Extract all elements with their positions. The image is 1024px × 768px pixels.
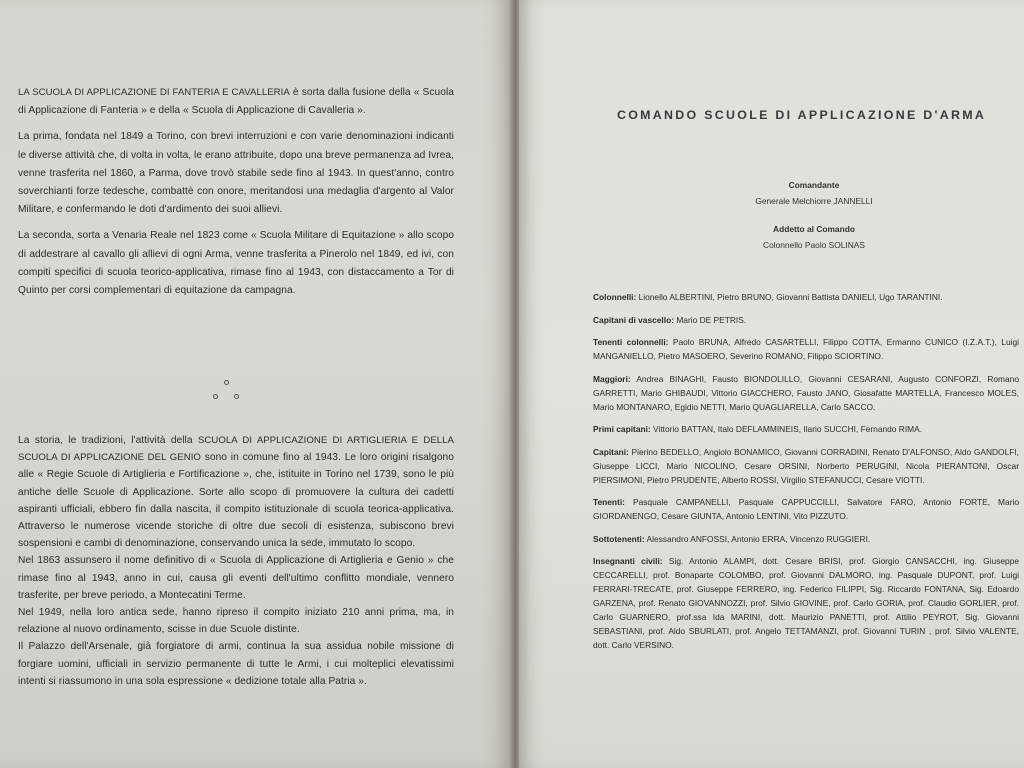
ornament-ring (234, 394, 239, 399)
rank-names: Vittorio BATTAN, Italo DEFLAMMINEIS, Ilario SUCCHI, Fernando RIMA. (653, 424, 923, 434)
artiglieria-text-2: sono in comune fino al 1943. Le loro origini risalgono alle « Regie Scuole di Artiglieria e Fortificazione », che, istituite in Torino nel 1739, sono le più antiche delle Scuole di Applicazione. Sorte allo scopo di promuovere la cultura dei cadetti aspiranti ufficiali, ebbero fin dalla nascita, il compito istituzionale di scuola teorica-applicativa. Attraverso le numerose vicende storiche di oltre due secoli di esistenza, subiscono brevi sospensioni e cambi di denominazione, conservando unica la sede, immutato lo scopo. (18, 452, 454, 550)
comandante-name: Generale Melchiorre JANNELLI (755, 196, 873, 206)
artiglieria-paragraph-2: Nel 1863 assunsero il nome definitivo di « Scuola di Applicazione di Artiglieria e Genio » che rimase fino al 1943, anno in cui, causa gli eventi dell'ultimo conflitto mondiale, vennero trasferite, per breve periodo, a Montecatini Terme. (18, 555, 454, 601)
rank-label: Insegnanti civili: (593, 556, 663, 566)
fanteria-section (18, 84, 454, 308)
rank-names: Lionello ALBERTINI, Pietro BRUNO, Giovanni Battista DANIELI, Ugo TARANTINI. (638, 292, 943, 302)
rank-label: Tenenti: (593, 497, 625, 507)
addetto-label: Addetto al Comando (773, 224, 855, 234)
ornament-ring (213, 394, 218, 399)
staff-roster (593, 290, 1019, 661)
roster-entry (593, 290, 1019, 304)
right-page (519, 0, 1024, 768)
addetto-name: Colonnello Paolo SOLINAS (763, 240, 865, 250)
roster-entry (593, 422, 1019, 436)
page-title: COMANDO SCUOLE DI APPLICAZIONE D'ARMA (617, 108, 987, 122)
comandante-block (709, 180, 919, 206)
left-page (0, 0, 510, 768)
rank-label: Sottotenenti: (593, 533, 645, 544)
rank-label: Capitani di vascello: (593, 314, 674, 325)
fanteria-intro-text: è sorta dalla fusione della « Scuola di Applicazione di Fanteria » e della « Scuola di Applicazione di Cavalleria ». (18, 87, 454, 117)
three-ring-ornament (212, 380, 242, 406)
rank-names: Sig. Antonio ALAMPI, dott. Cesare BRISI, prof. Giorgio CANSACCHI, ing. Giuseppe CECCARELLI, prof. Bonaparte COLOMBO, prof. Giovanni DALMORO, ing. Pasquale DUPONT, prof. Luigi FERRARI-TRECATE, prof. Giuseppe FERRERO, ing. Federico FILIPPI, Sig. Riccardo FONTANA, Sig. Edoardo GARZENA, prof. Renato GIOVANNOZZI, prof. Silvio GIOVINE, prof. Carlo GORIA, prof. Claudio GORLIER, prof. Carlo GUARNERO, prof.ssa Ida MARINI, dott. Maurizio PANETTI, prof. Attilio PEYROT, Sig. Giovanni SEBASTIANI, prof. Aldo SBURLATI, prof. Angelo TETTAMANZI, prof. Giovanni TURIN , prof. Silvio VALENTE, dott. Carlo VERSINO. (593, 556, 1020, 650)
roster-entry (593, 445, 1019, 487)
artiglieria-paragraph-3: Nel 1949, nella loro antica sede, hanno ripreso il compito iniziato 210 anni prima, ma, in relazione al nuovo ordinamento, scisse in due Scuole distinte. (18, 607, 454, 636)
fanteria-paragraph-3: La seconda, sorta a Venaria Reale nel 1823 come « Scuola Militare di Equitazione » allo scopo di addestrare al cavallo gli allievi di ogni Arma, venne trasferita a Pinerolo nel 1849, ed ivi, con compiti specifici di scuola teorico-applicativa, rimase fino al 1943, con distaccamento a Tor di Quinto per corsi complementari di equitazione da campagna. (18, 230, 454, 297)
rank-label: Maggiori: (593, 373, 631, 384)
rank-names: Mario DE PETRIS. (676, 314, 747, 325)
rank-names: Pasquale CAMPANELLI, Pasquale CAPPUCCILLI, Salvatore FARO, Antonio FORTE, Mario GIORDANENGO, Cesare GIUNTA, Antonio LENTINI, Vito PIZZUTO. (593, 497, 1020, 521)
rank-names: Andrea BINAGHI, Fausto BIONDOLILLO, Giovanni CESARANI, Augusto CONFORZI, Romano GARRETTI, Mario GHIBAUDI, Vittorio GIACCHERO, Fausto JANO, Giosafatte MARTELLA, Francesco MOLES, Mario MONTANARO, Egidio NETTI, Mario QUAGLIARELLA, Carlo SACCO. (593, 373, 1019, 412)
roster-entry (593, 554, 1019, 652)
rank-names: Pierino BEDELLO, Angiolo BONAMICO, Giovanni CORRADINI, Renato D'ALFONSO, Aldo GANDOLFI, Giuseppe LICCI, Mario NICOLINO, Cesare ORSINI, Norberto PERUGINI, Nicola PIERANTONI, Oscar PIERSIMONI, Pietro PRUDENTE, Alberto ROSSI, Virgilio STEFANUCCI, Cesare VIOTTI. (593, 446, 1020, 485)
comandante-label: Comandante (788, 180, 840, 190)
artiglieria-paragraph-1 (18, 432, 454, 552)
fanteria-intro-paragraph (18, 84, 454, 120)
fanteria-paragraph-2: La prima, fondata nel 1849 a Torino, con brevi interruzioni e con varie denominazioni indicanti le diverse attività che, di volta in volta, le erano attribuite, dopo una breve permanenza ad Ivrea, venne trasferita nel 1860, a Parma, dove trovò stabile sede fino al 1943. In quest'anno, contro soverchianti forze tedesche, combattè con onore, meritandosi una medaglia d'argento al Valor Militare, e confermando le doti d'ardimento dei suoi allievi. (18, 131, 454, 216)
roster-entry (593, 313, 1019, 327)
roster-entry (593, 495, 1019, 523)
roster-entry (593, 335, 1019, 363)
rank-label: Primi capitani: (593, 424, 651, 434)
addetto-block (709, 224, 919, 250)
artiglieria-paragraph-4: Il Palazzo dell'Arsenale, già forgiatore di armi, continua la sua assidua nobile missione di forgiare uomini, ufficiali in servizio permanente di tutte le Armi, i cui molteplici elevatissimi intenti si riassumono in una sola espressione « dedizione totale alla Patria ». (18, 641, 454, 687)
fanteria-school-heading: LA SCUOLA DI APPLICAZIONE DI FANTERIA E CAVALLERIA (18, 87, 290, 98)
rank-names: Alessandro ANFOSSI, Antonio ERRA, Vincenzo RUGGIERI. (646, 533, 871, 544)
rank-label: Capitani: (593, 446, 629, 457)
artiglieria-school-heading: SCUOLA DI APPLICAZIONE DI ARTIGLIERIA E DELLA SCUOLA DI APPLICAZIONE DEL GENIO (18, 435, 454, 464)
rank-label: Tenenti colonnelli: (593, 337, 669, 347)
ornament-ring (224, 380, 229, 385)
roster-entry (593, 372, 1019, 414)
rank-label: Colonnelli: (593, 292, 637, 302)
roster-entry (593, 532, 1019, 546)
rank-names: Paolo BRUNA, Alfredo CASARTELLI, Filippo COTTA, Ermanno CUNICO (I.Z.A.T.), Luigi MANGANIELLO, Pietro MASOERO, Severino ROMANO, Filippo SCIORTINO. (593, 337, 1019, 361)
artiglieria-genio-section (18, 432, 454, 690)
artiglieria-text-1: La storia, le tradizioni, l'attività della (18, 435, 198, 446)
